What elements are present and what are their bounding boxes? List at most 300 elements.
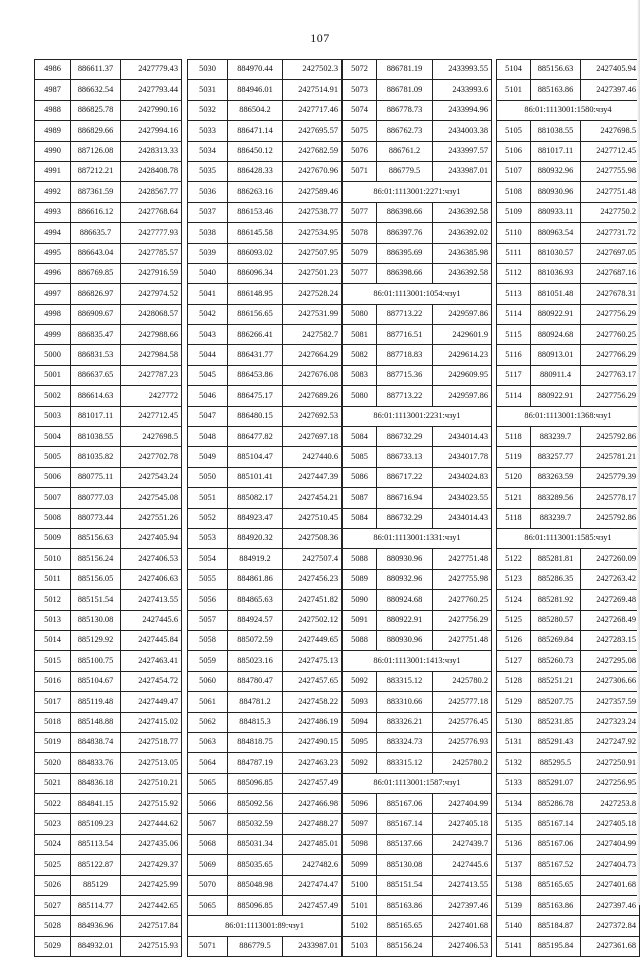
table-row [188, 732, 342, 752]
table-row [188, 651, 342, 671]
point-number: 5049 [188, 447, 228, 467]
table-row [188, 855, 342, 875]
y-coordinate: 2427717.46 [283, 100, 342, 120]
point-number: 5075 [343, 121, 377, 141]
table-row [343, 590, 492, 610]
y-coordinate: 2428408.78 [121, 161, 182, 181]
table-row [35, 345, 182, 365]
x-coordinate: 886398.66 [377, 202, 433, 222]
table-row [343, 365, 492, 385]
table-row [343, 610, 492, 630]
point-number: 5057 [188, 610, 228, 630]
x-coordinate: 885295.5 [531, 753, 581, 773]
y-coordinate: 2427256.95 [581, 773, 640, 793]
point-number: 5073 [343, 80, 377, 100]
y-coordinate: 2427695.57 [283, 121, 342, 141]
point-number: 5114 [497, 386, 531, 406]
x-coordinate: 885148.88 [71, 712, 121, 732]
point-number: 5121 [497, 488, 531, 508]
point-number: 5071 [343, 161, 377, 181]
point-number: 5077 [343, 202, 377, 222]
table-row [35, 100, 182, 120]
point-number: 5005 [35, 447, 71, 467]
y-coordinate: 2427507.95 [283, 243, 342, 263]
x-coordinate: 886096.34 [228, 263, 283, 283]
point-number: 5103 [343, 936, 377, 956]
point-number: 5140 [497, 916, 531, 936]
y-coordinate: 2428313.33 [121, 141, 182, 161]
point-number: 4995 [35, 243, 71, 263]
table-row [188, 692, 342, 712]
x-coordinate: 884838.74 [71, 732, 121, 752]
table-row [188, 121, 342, 141]
y-coordinate: 2427756.29 [581, 386, 640, 406]
parcel-header-row [497, 100, 640, 120]
point-number: 5014 [35, 630, 71, 650]
page-number: 107 [310, 31, 330, 45]
table-row [188, 365, 342, 385]
y-coordinate: 2427697.18 [283, 427, 342, 447]
table-row [343, 121, 492, 141]
point-number: 5000 [35, 345, 71, 365]
y-coordinate: 2433993.6 [433, 80, 492, 100]
table-row [343, 427, 492, 447]
table-row [497, 896, 640, 916]
x-coordinate: 880930.96 [377, 549, 433, 569]
x-coordinate: 885151.54 [71, 590, 121, 610]
y-coordinate: 2429609.95 [433, 365, 492, 385]
x-coordinate: 886779.5 [377, 161, 433, 181]
point-number: 5085 [343, 447, 377, 467]
y-coordinate: 2428567.77 [121, 182, 182, 202]
x-coordinate: 887212.21 [71, 161, 121, 181]
table-row [35, 508, 182, 528]
table-row [35, 243, 182, 263]
y-coordinate: 2436392.58 [433, 263, 492, 283]
x-coordinate: 886781.09 [377, 80, 433, 100]
y-coordinate: 2427449.65 [283, 630, 342, 650]
y-coordinate: 2427528.24 [283, 284, 342, 304]
table-row [35, 936, 182, 956]
table-row [188, 896, 342, 916]
x-coordinate: 886504.2 [228, 100, 283, 120]
x-coordinate: 880924.68 [531, 325, 581, 345]
point-number: 5019 [35, 732, 71, 752]
parcel-cadastral-number: 86:01:1113001:1587:чзу1 [343, 773, 492, 793]
point-number: 5028 [35, 916, 71, 936]
y-coordinate: 2427751.48 [433, 549, 492, 569]
y-coordinate: 2427779.43 [121, 60, 182, 80]
table-row [497, 223, 640, 243]
point-number: 5118 [497, 508, 531, 528]
point-number: 5141 [497, 936, 531, 956]
x-coordinate: 886769.85 [71, 263, 121, 283]
y-coordinate: 2425776.45 [433, 712, 492, 732]
y-coordinate: 2427751.48 [581, 182, 640, 202]
table-row [188, 161, 342, 181]
table-row [188, 467, 342, 487]
table-row [35, 325, 182, 345]
y-coordinate: 2427515.93 [121, 936, 182, 956]
table-row [497, 610, 640, 630]
y-coordinate: 2427486.19 [283, 712, 342, 732]
y-coordinate: 2427457.65 [283, 671, 342, 691]
table-row [343, 712, 492, 732]
table-row [35, 630, 182, 650]
table-row [35, 467, 182, 487]
coordinates-table-2 [187, 59, 342, 957]
point-number: 5006 [35, 467, 71, 487]
x-coordinate: 885195.84 [531, 936, 581, 956]
point-number: 5082 [343, 345, 377, 365]
table-row [497, 875, 640, 895]
y-coordinate: 2433987.01 [283, 936, 342, 956]
point-number: 5136 [497, 834, 531, 854]
point-number: 5051 [188, 488, 228, 508]
y-coordinate: 2427283.15 [581, 630, 640, 650]
y-coordinate: 2427589.46 [283, 182, 342, 202]
x-coordinate: 885113.54 [71, 834, 121, 854]
parcel-cadastral-number: 86:01:1113001:1413:чзу1 [343, 651, 492, 671]
parcel-cadastral-number: 86:01:1113001:1368:чзу1 [497, 406, 640, 426]
y-coordinate: 2427457.49 [283, 896, 342, 916]
table-row [497, 467, 640, 487]
point-number: 5125 [497, 610, 531, 630]
point-number: 5110 [497, 223, 531, 243]
point-number: 5068 [188, 834, 228, 854]
point-number: 5122 [497, 549, 531, 569]
table-row [188, 610, 342, 630]
y-coordinate: 2427670.96 [283, 161, 342, 181]
table-row [35, 916, 182, 936]
x-coordinate: 886263.16 [228, 182, 283, 202]
point-number: 4996 [35, 263, 71, 283]
y-coordinate: 2427451.82 [283, 590, 342, 610]
x-coordinate: 886477.82 [228, 427, 283, 447]
y-coordinate: 2427463.23 [283, 753, 342, 773]
x-coordinate: 880932.96 [531, 161, 581, 181]
table-row [343, 304, 492, 324]
table-row [343, 896, 492, 916]
point-number: 5113 [497, 284, 531, 304]
y-coordinate: 2427702.78 [121, 447, 182, 467]
x-coordinate: 885281.92 [531, 590, 581, 610]
x-coordinate: 886475.17 [228, 386, 283, 406]
point-number: 5083 [343, 365, 377, 385]
table-row [497, 671, 640, 691]
y-coordinate: 2427755.98 [581, 161, 640, 181]
x-coordinate: 887361.59 [71, 182, 121, 202]
y-coordinate: 2427755.98 [433, 569, 492, 589]
table-row [35, 284, 182, 304]
y-coordinate: 2428068.57 [121, 304, 182, 324]
table-row [188, 528, 342, 548]
y-coordinate: 2427689.26 [283, 386, 342, 406]
x-coordinate: 884787.19 [228, 753, 283, 773]
point-number: 5024 [35, 834, 71, 854]
x-coordinate: 883315.12 [377, 753, 433, 773]
table-row [343, 753, 492, 773]
y-coordinate: 2427405.94 [581, 60, 640, 80]
y-coordinate: 2427401.68 [433, 916, 492, 936]
table-row [35, 712, 182, 732]
x-coordinate: 883239.7 [531, 427, 581, 447]
table-row [35, 773, 182, 793]
point-number: 5109 [497, 202, 531, 222]
table-row [188, 406, 342, 426]
point-number: 5016 [35, 671, 71, 691]
y-coordinate: 2427250.91 [581, 753, 640, 773]
point-number: 5107 [497, 161, 531, 181]
x-coordinate: 885291.07 [531, 773, 581, 793]
y-coordinate: 2427435.06 [121, 834, 182, 854]
y-coordinate: 2427988.66 [121, 325, 182, 345]
y-coordinate: 2427263.42 [581, 569, 640, 589]
point-number: 5033 [188, 121, 228, 141]
x-coordinate: 886616.12 [71, 202, 121, 222]
y-coordinate: 2427439.7 [433, 834, 492, 854]
point-number: 5081 [343, 325, 377, 345]
table-row [497, 712, 640, 732]
point-number: 5044 [188, 345, 228, 365]
x-coordinate: 885129 [71, 875, 121, 895]
x-coordinate: 885100.75 [71, 651, 121, 671]
y-coordinate: 2427442.65 [121, 896, 182, 916]
x-coordinate: 887716.51 [377, 325, 433, 345]
x-coordinate: 886266.41 [228, 325, 283, 345]
point-number: 5090 [343, 590, 377, 610]
point-number: 5066 [188, 794, 228, 814]
x-coordinate: 886825.78 [71, 100, 121, 120]
point-number: 4998 [35, 304, 71, 324]
table-row [188, 202, 342, 222]
x-coordinate: 880911.4 [531, 365, 581, 385]
y-coordinate: 2427507.4 [283, 549, 342, 569]
table-row [343, 325, 492, 345]
x-coordinate: 886398.66 [377, 263, 433, 283]
y-coordinate: 2427777.93 [121, 223, 182, 243]
x-coordinate: 886716.94 [377, 488, 433, 508]
y-coordinate: 2427682.59 [283, 141, 342, 161]
y-coordinate: 2427247.92 [581, 732, 640, 752]
point-number: 5060 [188, 671, 228, 691]
y-coordinate: 2433993.55 [433, 60, 492, 80]
point-number: 5129 [497, 692, 531, 712]
table-row [343, 141, 492, 161]
parcel-cadastral-number: 86:01:1113001:1331:чзу1 [343, 528, 492, 548]
table-row [188, 304, 342, 324]
y-coordinate: 2427508.36 [283, 528, 342, 548]
y-coordinate: 2427514.91 [283, 80, 342, 100]
y-coordinate: 2429614.23 [433, 345, 492, 365]
table-row [35, 182, 182, 202]
x-coordinate: 881038.55 [531, 121, 581, 141]
parcel-header-row [343, 284, 492, 304]
x-coordinate: 886395.69 [377, 243, 433, 263]
point-number: 5096 [343, 794, 377, 814]
y-coordinate: 2427582.7 [283, 325, 342, 345]
table-row [343, 732, 492, 752]
table-row [35, 304, 182, 324]
y-coordinate: 2425780.2 [433, 671, 492, 691]
point-number: 5077 [343, 263, 377, 283]
x-coordinate: 884818.75 [228, 732, 283, 752]
y-coordinate: 2427444.62 [121, 814, 182, 834]
table-row [343, 936, 492, 956]
point-number: 5025 [35, 855, 71, 875]
table-row [188, 263, 342, 283]
point-number: 5038 [188, 223, 228, 243]
x-coordinate: 880930.96 [377, 630, 433, 650]
point-number: 5020 [35, 753, 71, 773]
table-row [188, 182, 342, 202]
point-number: 5004 [35, 427, 71, 447]
table-row [35, 549, 182, 569]
y-coordinate: 2427449.47 [121, 692, 182, 712]
y-coordinate: 2427405.18 [433, 814, 492, 834]
table-row [497, 365, 640, 385]
table-row [35, 732, 182, 752]
x-coordinate: 886717.22 [377, 467, 433, 487]
point-number: 5040 [188, 263, 228, 283]
y-coordinate: 2429597.86 [433, 386, 492, 406]
x-coordinate: 885167.06 [531, 834, 581, 854]
x-coordinate: 883257.77 [531, 447, 581, 467]
x-coordinate: 880932.96 [377, 569, 433, 589]
table-row [497, 834, 640, 854]
point-number: 5114 [497, 304, 531, 324]
point-number: 5097 [343, 814, 377, 834]
y-coordinate: 2427429.37 [121, 855, 182, 875]
point-number: 5130 [497, 712, 531, 732]
table-row [35, 60, 182, 80]
x-coordinate: 885163.86 [531, 80, 581, 100]
table-row [497, 508, 640, 528]
y-coordinate: 2425776.93 [433, 732, 492, 752]
y-coordinate: 2427756.29 [433, 610, 492, 630]
y-coordinate: 2427676.08 [283, 365, 342, 385]
y-coordinate: 2427413.55 [121, 590, 182, 610]
point-number: 4990 [35, 141, 71, 161]
point-number: 5056 [188, 590, 228, 610]
point-number: 5022 [35, 794, 71, 814]
point-number: 5116 [497, 345, 531, 365]
point-number: 5093 [343, 692, 377, 712]
x-coordinate: 885165.65 [531, 875, 581, 895]
parcel-header-row [497, 406, 640, 426]
table-row [35, 386, 182, 406]
point-number: 5102 [343, 916, 377, 936]
table-row [35, 141, 182, 161]
coordinates-table-4 [496, 59, 640, 957]
table-row [497, 121, 640, 141]
table-row [188, 753, 342, 773]
point-number: 5061 [188, 692, 228, 712]
table-row [343, 243, 492, 263]
y-coordinate: 2427763.17 [581, 365, 640, 385]
y-coordinate: 2425780.2 [433, 753, 492, 773]
y-coordinate: 2427751.48 [433, 630, 492, 650]
x-coordinate: 886778.73 [377, 100, 433, 120]
point-number: 5092 [343, 753, 377, 773]
table-row [497, 692, 640, 712]
point-number: 5120 [497, 467, 531, 487]
x-coordinate: 885092.56 [228, 794, 283, 814]
parcel-cadastral-number: 86:01:1113001:1054:чзу1 [343, 284, 492, 304]
point-number: 5100 [343, 875, 377, 895]
point-number: 5080 [343, 304, 377, 324]
table-row [35, 569, 182, 589]
point-number: 5046 [188, 386, 228, 406]
y-coordinate: 2427543.24 [121, 467, 182, 487]
x-coordinate: 884781.2 [228, 692, 283, 712]
table-row [497, 773, 640, 793]
point-number: 4986 [35, 60, 71, 80]
x-coordinate: 883289.56 [531, 488, 581, 508]
x-coordinate: 885096.85 [228, 773, 283, 793]
y-coordinate: 2427545.08 [121, 488, 182, 508]
point-number: 4997 [35, 284, 71, 304]
x-coordinate: 884836.18 [71, 773, 121, 793]
y-coordinate: 2427361.68 [581, 936, 640, 956]
y-coordinate: 2427440.6 [283, 447, 342, 467]
point-number: 5055 [188, 569, 228, 589]
x-coordinate: 885286.35 [531, 569, 581, 589]
y-coordinate: 2427515.92 [121, 794, 182, 814]
point-number: 5010 [35, 549, 71, 569]
y-coordinate: 2434024.83 [433, 467, 492, 487]
point-number: 5037 [188, 202, 228, 222]
point-number: 5059 [188, 651, 228, 671]
x-coordinate: 885114.77 [71, 896, 121, 916]
table-row [497, 753, 640, 773]
table-row [497, 732, 640, 752]
table-row [343, 875, 492, 895]
y-coordinate: 2433997.57 [433, 141, 492, 161]
point-number: 5115 [497, 325, 531, 345]
x-coordinate: 885109.23 [71, 814, 121, 834]
x-coordinate: 884946.01 [228, 80, 283, 100]
y-coordinate: 2427474.47 [283, 875, 342, 895]
point-number: 5027 [35, 896, 71, 916]
point-number: 5002 [35, 386, 71, 406]
x-coordinate: 885137.66 [377, 834, 433, 854]
point-number: 5039 [188, 243, 228, 263]
x-coordinate: 886453.86 [228, 365, 283, 385]
point-number: 5084 [343, 508, 377, 528]
x-coordinate: 884923.47 [228, 508, 283, 528]
point-number: 4989 [35, 121, 71, 141]
table-row [188, 549, 342, 569]
table-row [497, 794, 640, 814]
point-number: 5013 [35, 610, 71, 630]
y-coordinate: 2427457.49 [283, 773, 342, 793]
table-row [35, 223, 182, 243]
table-row [35, 753, 182, 773]
y-coordinate: 2427357.59 [581, 692, 640, 712]
point-number: 5069 [188, 855, 228, 875]
point-number: 5132 [497, 753, 531, 773]
x-coordinate: 886148.95 [228, 284, 283, 304]
y-coordinate: 2427510.21 [121, 773, 182, 793]
table-row [35, 365, 182, 385]
table-row [343, 223, 492, 243]
table-row [497, 325, 640, 345]
y-coordinate: 2429601.9 [433, 325, 492, 345]
parcel-header-row [497, 528, 640, 548]
x-coordinate: 885119.48 [71, 692, 121, 712]
table-row [343, 855, 492, 875]
